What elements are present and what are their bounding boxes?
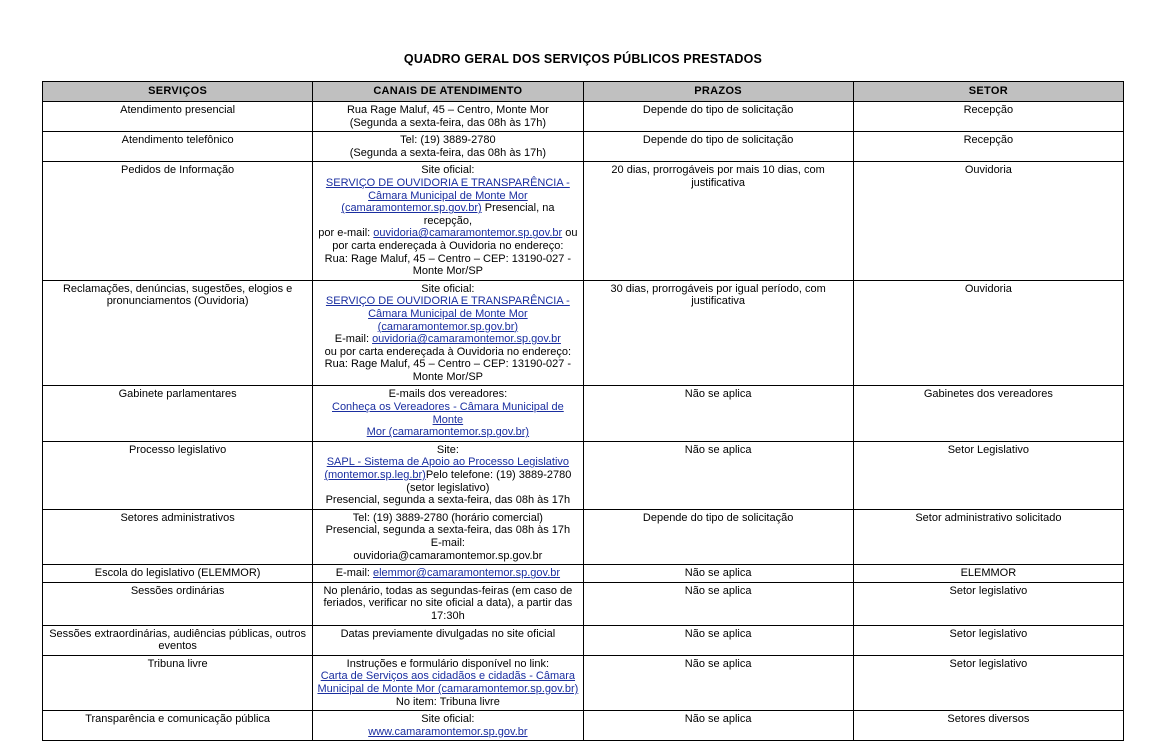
cell-setor: Ouvidoria bbox=[853, 280, 1123, 386]
cell-prazo: Não se aplica bbox=[583, 625, 853, 655]
canal-line bbox=[316, 628, 579, 641]
cell-prazo: Não se aplica bbox=[583, 386, 853, 441]
canal-text: Monte Mor/SP bbox=[412, 265, 484, 278]
canal-line bbox=[316, 524, 579, 537]
table-row bbox=[43, 509, 1124, 564]
cell-prazo: Não se aplica bbox=[583, 655, 853, 710]
cell-servico: Reclamações, denúncias, sugestões, elogios e pronunciamentos (Ouvidoria) bbox=[43, 280, 313, 386]
canal-text: Instruções e formulário disponível no link: bbox=[346, 657, 550, 670]
canal-line bbox=[316, 567, 579, 580]
canal-link[interactable]: (camaramontemor.sp.gov.br) bbox=[377, 320, 519, 333]
canal-text: Site oficial: bbox=[421, 282, 475, 295]
table-row bbox=[43, 625, 1124, 655]
canal-text: Site: bbox=[436, 443, 459, 456]
canal-link[interactable]: www.camaramontemor.sp.gov.br bbox=[368, 725, 528, 738]
cell-servico: Setores administrativos bbox=[43, 509, 313, 564]
canal-text: Presencial, segunda a sexta-feira, das 08h às 17h bbox=[325, 524, 571, 537]
cell-setor: ELEMMOR bbox=[853, 565, 1123, 583]
cell-canais bbox=[313, 162, 583, 280]
canal-line bbox=[316, 585, 579, 598]
canal-text: Site oficial: bbox=[421, 164, 475, 177]
canal-line bbox=[316, 469, 579, 482]
canal-line bbox=[316, 321, 579, 334]
canal-link[interactable]: Câmara Municipal de Monte Mor bbox=[368, 307, 528, 320]
canal-text: E-mails dos vereadores: bbox=[388, 388, 508, 401]
canal-link[interactable]: Carta de Serviços aos cidadãos e cidadãs - Câmara bbox=[320, 670, 576, 683]
canal-line bbox=[316, 713, 579, 726]
cell-setor: Setor legislativo bbox=[853, 625, 1123, 655]
cell-canais bbox=[313, 102, 583, 132]
canal-text: Rua Rage Maluf, 45 – Centro, Monte Mor bbox=[346, 104, 549, 116]
canal-text: (setor legislativo) bbox=[406, 481, 490, 494]
cell-setor: Setores diversos bbox=[853, 711, 1123, 741]
canal-text: Tel: (19) 3889-2780 (horário comercial) bbox=[352, 511, 543, 524]
canal-line bbox=[316, 333, 579, 346]
cell-servico: Sessões extraordinárias, audiências públicas, outros eventos bbox=[43, 625, 313, 655]
canal-text: Tel: (19) 3889-2780 bbox=[400, 134, 496, 147]
cell-canais bbox=[313, 132, 583, 162]
cell-prazo: Depende do tipo de solicitação bbox=[583, 509, 853, 564]
canal-link[interactable]: Conheça os Vereadores - Câmara Municipal de Monte bbox=[332, 401, 564, 426]
cell-servico: Escola do legislativo (ELEMMOR) bbox=[43, 565, 313, 583]
cell-servico: Sessões ordinárias bbox=[43, 582, 313, 625]
canal-link[interactable]: ouvidoria@camaramontemor.sp.gov.br bbox=[373, 227, 563, 240]
cell-servico: Pedidos de Informação bbox=[43, 162, 313, 280]
column-header-canais: CANAIS DE ATENDIMENTO bbox=[313, 82, 583, 102]
cell-setor: Recepção bbox=[853, 102, 1123, 132]
canal-line bbox=[316, 670, 579, 683]
canal-line bbox=[316, 426, 579, 439]
canal-text: (Segunda a sexta-feira, das 08h às 17h) bbox=[349, 116, 547, 129]
cell-setor: Setor legislativo bbox=[853, 582, 1123, 625]
cell-prazo: Depende do tipo de solicitação bbox=[583, 102, 853, 132]
canal-line bbox=[316, 358, 579, 371]
column-header-servicos: SERVIÇOS bbox=[43, 82, 313, 102]
canal-link[interactable]: (camaramontemor.sp.gov.br) bbox=[341, 202, 482, 215]
cell-setor: Gabinetes dos vereadores bbox=[853, 386, 1123, 441]
table-row bbox=[43, 162, 1124, 280]
cell-servico: Atendimento presencial bbox=[43, 102, 313, 132]
cell-setor: Recepção bbox=[853, 132, 1123, 162]
canal-link[interactable]: Municipal de Monte Mor (camaramontemor.sp.gov.br) bbox=[317, 682, 579, 695]
cell-prazo: 20 dias, prorrogáveis por mais 10 dias, com justificativa bbox=[583, 162, 853, 280]
canal-line bbox=[316, 346, 579, 359]
cell-canais bbox=[313, 280, 583, 386]
canal-link[interactable]: ouvidoria@camaramontemor.sp.gov.br bbox=[372, 333, 561, 346]
canal-line bbox=[316, 658, 579, 671]
table-row bbox=[43, 565, 1124, 583]
canal-line bbox=[316, 283, 579, 296]
canal-line bbox=[316, 444, 579, 457]
table-row bbox=[43, 582, 1124, 625]
canal-line bbox=[316, 494, 579, 507]
services-table bbox=[42, 81, 1124, 741]
canal-line bbox=[316, 512, 579, 525]
canal-line bbox=[316, 308, 579, 321]
canal-line bbox=[316, 177, 579, 190]
cell-prazo: 30 dias, prorrogáveis por igual período, com justificativa bbox=[583, 280, 853, 386]
canal-text: por e-mail: bbox=[318, 227, 374, 240]
canal-text: No item: Tribuna livre bbox=[395, 695, 500, 708]
cell-prazo: Não se aplica bbox=[583, 565, 853, 583]
cell-servico: Tribuna livre bbox=[43, 655, 313, 710]
canal-line bbox=[316, 253, 579, 266]
canal-text: por carta endereçada à Ouvidoria no endereço: bbox=[332, 239, 564, 252]
canal-text: E-mail: bbox=[334, 333, 373, 346]
table-row bbox=[43, 386, 1124, 441]
canal-line bbox=[316, 265, 579, 278]
table-row bbox=[43, 132, 1124, 162]
canal-line bbox=[316, 371, 579, 384]
canal-line bbox=[316, 147, 579, 160]
cell-prazo: Não se aplica bbox=[583, 441, 853, 509]
cell-canais bbox=[313, 711, 583, 741]
canal-link[interactable]: SAPL - Sistema de Apoio ao Processo Legislativo bbox=[326, 456, 570, 469]
canal-text: ouvidoria@camaramontemor.sp.gov.br bbox=[353, 549, 543, 562]
cell-setor: Setor Legislativo bbox=[853, 441, 1123, 509]
canal-link[interactable]: (montemor.sp.leg.br) bbox=[324, 469, 426, 482]
canal-text: E-mail: bbox=[335, 567, 373, 580]
canal-text: E-mail: bbox=[430, 537, 465, 549]
table-row bbox=[43, 711, 1124, 741]
canal-text: Site oficial: bbox=[421, 713, 475, 726]
canal-line bbox=[316, 227, 579, 240]
cell-setor: Setor legislativo bbox=[853, 655, 1123, 710]
cell-servico: Gabinete parlamentares bbox=[43, 386, 313, 441]
canal-link[interactable]: Câmara Municipal de Monte Mor bbox=[368, 189, 528, 202]
cell-setor: Setor administrativo solicitado bbox=[853, 509, 1123, 564]
column-header-setor: SETOR bbox=[853, 82, 1123, 102]
canal-line bbox=[316, 190, 579, 203]
cell-servico: Atendimento telefônico bbox=[43, 132, 313, 162]
canal-text: Monte Mor/SP bbox=[412, 370, 484, 383]
canal-line bbox=[316, 482, 579, 495]
table-row bbox=[43, 441, 1124, 509]
cell-canais bbox=[313, 441, 583, 509]
canal-text: No plenário, todas as segundas-feiras (em caso de bbox=[323, 584, 573, 597]
canal-line bbox=[316, 388, 579, 401]
cell-canais bbox=[313, 565, 583, 583]
canal-text: Presencial, na recepção, bbox=[423, 202, 555, 227]
canal-line bbox=[316, 295, 579, 308]
table-body bbox=[43, 102, 1124, 741]
canal-text: Rua: Rage Maluf, 45 – Centro – CEP: 13190-027 - bbox=[324, 358, 572, 371]
cell-servico: Transparência e comunicação pública bbox=[43, 711, 313, 741]
canal-text: Pelo telefone: (19) 3889-2780 bbox=[425, 469, 572, 482]
canal-line bbox=[316, 550, 579, 563]
canal-text: ou bbox=[562, 227, 578, 240]
canal-text: Datas previamente divulgadas no site oficial bbox=[340, 627, 556, 640]
canal-text: Rua: Rage Maluf, 45 – Centro – CEP: 13190-027 - bbox=[324, 252, 572, 265]
canal-link[interactable]: elemmor@camaramontemor.sp.gov.br bbox=[373, 567, 561, 580]
cell-setor: Ouvidoria bbox=[853, 162, 1123, 280]
canal-line bbox=[316, 597, 579, 610]
canal-line bbox=[316, 456, 579, 469]
canal-line bbox=[316, 117, 579, 130]
canal-line bbox=[316, 401, 579, 426]
cell-canais bbox=[313, 582, 583, 625]
canal-line bbox=[316, 683, 579, 696]
canal-link[interactable]: Mor (camaramontemor.sp.gov.br) bbox=[366, 426, 530, 439]
cell-prazo: Não se aplica bbox=[583, 582, 853, 625]
cell-servico: Processo legislativo bbox=[43, 441, 313, 509]
canal-text: 17:30h bbox=[431, 609, 465, 622]
canal-line bbox=[316, 726, 579, 739]
canal-line bbox=[316, 696, 579, 709]
cell-canais bbox=[313, 386, 583, 441]
table-row bbox=[43, 102, 1124, 132]
page-title: QUADRO GERAL DOS SERVIÇOS PÚBLICOS PRESTADOS bbox=[403, 52, 763, 66]
canal-text: ou por carta endereçada à Ouvidoria no endereço: bbox=[324, 345, 572, 358]
cell-canais bbox=[313, 509, 583, 564]
table-row bbox=[43, 655, 1124, 710]
canal-link[interactable]: SERVIÇO DE OUVIDORIA E TRANSPARÊNCIA - bbox=[325, 176, 570, 189]
canal-line bbox=[316, 240, 579, 253]
cell-prazo: Não se aplica bbox=[583, 711, 853, 741]
canal-line bbox=[316, 104, 579, 117]
canal-line bbox=[316, 164, 579, 177]
canal-line bbox=[316, 134, 579, 147]
cell-prazo: Depende do tipo de solicitação bbox=[583, 132, 853, 162]
table-header-row bbox=[43, 82, 1124, 102]
canal-text: feriados, verificar no site oficial a data), a partir das bbox=[323, 597, 573, 610]
canal-line bbox=[316, 537, 579, 550]
cell-canais bbox=[313, 655, 583, 710]
canal-text: Presencial, segunda a sexta-feira, das 08h às 17h bbox=[325, 494, 571, 507]
table-row bbox=[43, 280, 1124, 386]
canal-text: (Segunda a sexta-feira, das 08h às 17h) bbox=[349, 146, 547, 159]
canal-link[interactable]: SERVIÇO DE OUVIDORIA E TRANSPARÊNCIA - bbox=[325, 295, 570, 308]
column-header-prazos: PRAZOS bbox=[583, 82, 853, 102]
canal-line bbox=[316, 610, 579, 623]
canal-line bbox=[316, 202, 579, 227]
cell-canais bbox=[313, 625, 583, 655]
